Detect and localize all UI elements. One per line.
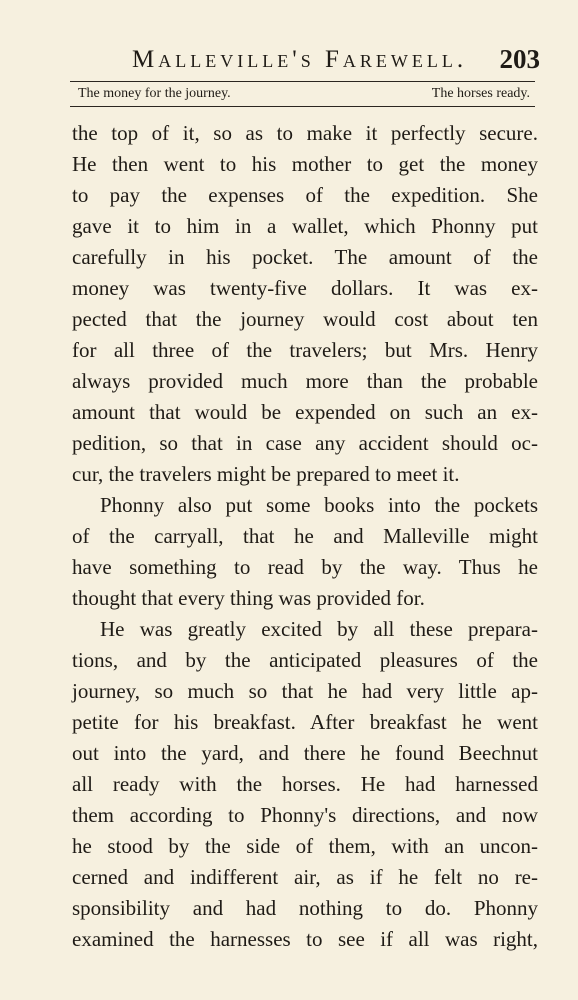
text-line: gave it to him in a wallet, which Phonny put [72, 214, 538, 238]
body-text [72, 118, 538, 955]
text-line: examined the harnesses to see if all was right, [72, 927, 538, 951]
subhead-left: The money for the journey. [78, 86, 231, 101]
text-line: thought that every thing was provided for. [72, 586, 425, 610]
text-line: pected that the journey would cost about ten [72, 307, 538, 331]
text-line: He was greatly excited by all these prepara- [100, 617, 538, 641]
text-line: tions, and by the anticipated pleasures of the [72, 648, 538, 672]
text-line: pedition, so that in case any accident should oc- [72, 431, 538, 455]
text-line: the top of it, so as to make it perfectly secure. [72, 121, 538, 145]
text-line: petite for his breakfast. After breakfast he went [72, 710, 538, 734]
page-number: 203 [499, 44, 540, 74]
text-line: cerned and indifferent air, as if he felt no re- [72, 865, 538, 889]
text-line: for all three of the travelers; but Mrs. Henry [72, 338, 538, 362]
text-line: have something to read by the way. Thus he [72, 555, 538, 579]
text-line: all ready with the horses. He had harnessed [72, 772, 538, 796]
text-line: journey, so much so that he had very little ap- [72, 679, 538, 703]
page-subheads [78, 86, 530, 106]
text-line: money was twenty-five dollars. It was ex- [72, 276, 538, 300]
text-line: sponsibility and had nothing to do. Phonny [72, 896, 538, 920]
running-head [70, 44, 540, 76]
header-rule-top [70, 81, 535, 82]
text-line: amount that would be expended on such an ex- [72, 400, 538, 424]
text-line: He then went to his mother to get the money [72, 152, 538, 176]
text-line: Phonny also put some books into the pockets [100, 493, 538, 517]
text-line: he stood by the side of them, with an uncon- [72, 834, 538, 858]
text-line: to pay the expenses of the expedition. She [72, 183, 538, 207]
text-line: out into the yard, and there he found Beechnut [72, 741, 538, 765]
header-rule-bottom [70, 106, 535, 107]
text-line: them according to Phonny's directions, and now [72, 803, 538, 827]
text-line: of the carryall, that he and Malleville might [72, 524, 538, 548]
text-line: carefully in his pocket. The amount of the [72, 245, 538, 269]
text-line: cur, the travelers might be prepared to meet it. [72, 462, 460, 486]
text-line: always provided much more than the probable [72, 369, 538, 393]
subhead-right: The horses ready. [431, 86, 530, 101]
running-title: Malleville's Farewell. [132, 46, 468, 73]
